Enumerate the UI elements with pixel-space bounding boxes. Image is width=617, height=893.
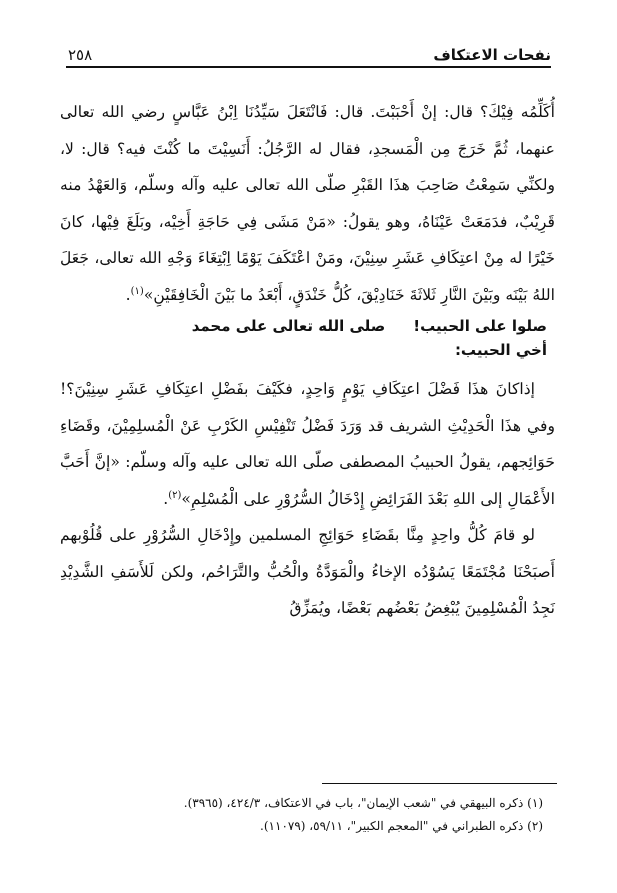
address-heading: أخي الحبيب:: [454, 341, 547, 359]
paragraph-3: لو قامَ كُلُّ واحِدٍ مِنَّا بقَضَاءِ حَوَائِجِ المسلمين وإِدْخَالِ السُّرُوْرِ على قُلُوْبهم أَصبَحْنَا مُجْتَمَعًا يَسُوْدُه الإخاءُ والْمَوَدَّةُ والْحُبُّ والتَّرَاحُم، ولكن لَلأَسَفِ الشَّدِيْدِ نَجِدُ الْمُسْلِمِينَ يُبْغِضُ بَعْضُهم بَعْضًا، ويُمَزِّقُ: [60, 526, 555, 617]
footnote-1: (١) ذكره البيهقي في "شعب الإيمان"، باب في الاعتكاف، ٤٢٤/٣، (٣٩٦٥).: [183, 796, 543, 810]
body-text: [60, 94, 555, 627]
footnote-separator: [322, 783, 557, 784]
paragraph-1: أُكَلِّمُه فِيْكَ؟ قال: إنْ أَحْبَبْتَ. قال: فَانْتَعَلَ سَيِّدُنَا اِبْنُ عَبَّاسٍ رضي الله تعالى عنهما، ثُمَّ خَرَجَ مِن الْمَسجدِ، فقال له الرَّجُلُ: أَنَسِيْتَ ما كُنْتَ فيه؟ قال: لا، ولكنِّي سَمِعْتُ صَاحِبَ هذَا القَبْرِ صلّى الله تعالى عليه وآله وسلّم، وَالعَهْدُ منه قَرِيْبٌ، فدَمَعَتْ عَيْنَاهُ، وهو يقولُ: «مَنْ مَشَى فِي حَاجَةِ أَخِيْه، وبَلَغَ فِيْها، كانَ خَيْرًا له مِنْ اعتِكَافِ عَشَرِ سِنِيْنَ، ومَنْ اعْتَكَفَ يَوْمًا اِبْتِغَاءَ وَجْهِ الله تعالى، جَعَلَ اللهُ بَيْنَه وبَيْنَ النَّارِ ثَلاثَةَ خَنَادِيْقَ، كُلُّ خَنْدَقٍ، أَبْعَدُ ما بَيْنَ الْخَافِقَيْنِ»$^{(١)}$.: [60, 103, 555, 304]
footnotes: [60, 792, 543, 838]
paragraph-2-text: إذاكانَ هذَا فَضْلَ اعتِكَافِ يَوْمٍ وَاحِدٍ، فكَيْفَ بفَضْلِ اعتِكَافِ عَشَرِ سِنِيْنَ؟! وفي هذَا الْحَدِيْثِ الشريف قد وَرَدَ فَضْلُ تَنْفِيْسِ الكَرْبِ عَنْ الْمُسلِمِيْنَ، وقَضَاءِ حَوَائِجهم، يقولُ الحبيبُ المصطفى صلّى الله تعالى عليه وآله وسلّم: «إنَّ أَحَبَّ الأَعْمَالِ إلى اللهِ بَعْدَ الفَرَائِضِ إِدْخَالُ السُّرُوْرِ على الْمُسْلِمِ»: [60, 380, 555, 508]
footnote-ref-1: (١): [130, 285, 144, 297]
paragraph-1-text: أُكَلِّمُه فِيْكَ؟ قال: إنْ أَحْبَبْتَ. قال: فَانْتَعَلَ سَيِّدُنَا اِبْنُ عَبَّاسٍ رضي الله تعالى عنهما، ثُمَّ خَرَجَ مِن الْمَسجدِ، فقال له الرَّجُلُ: أَنَسِيْتَ ما كُنْتَ فيه؟ قال: لا، ولكنِّي سَمِعْتُ صَاحِبَ هذَا القَبْرِ صلّى الله تعالى عليه وآله وسلّم، وَالعَهْدُ منه قَرِيْبٌ، فدَمَعَتْ عَيْنَاهُ، وهو يقولُ: «مَنْ مَشَى فِي حَاجَةِ أَخِيْه، وبَلَغَ فِيْها، كانَ خَيْرًا له مِنْ اعتِكَافِ عَشَرِ سِنِيْنَ، ومَنْ اعْتَكَفَ يَوْمًا اِبْتِغَاءَ وَجْهِ الله تعالى، جَعَلَ اللهُ بَيْنَه وبَيْنَ النَّارِ ثَلاثَةَ خَنَادِيْقَ، كُلُّ خَنْدَقٍ، أَبْعَدُ ما بَيْنَ الْخَافِقَيْنِ»: [60, 103, 555, 304]
salutation-call: صلوا على الحبيب!: [413, 317, 547, 335]
page-header: [68, 36, 551, 64]
salutation-line: [60, 315, 555, 337]
footnote-ref-2: (٢): [168, 489, 182, 501]
page-number: ٢٥٨: [68, 46, 93, 64]
running-title: نفحات الاعتكاف: [433, 46, 551, 64]
header-rule: [66, 66, 551, 68]
salutation-response: صلى الله تعالى على محمد: [191, 317, 386, 335]
footnote-2: (٢) ذكره الطبراني في "المعجم الكبير"، ٥٩/١١، (١١٠٧٩).: [260, 819, 543, 833]
paragraph-2: إذاكانَ هذَا فَضْلَ اعتِكَافِ يَوْمٍ وَاحِدٍ، فكَيْفَ بفَضْلِ اعتِكَافِ عَشَرِ سِنِيْنَ؟! وفي هذَا الْحَدِيْثِ الشريف قد وَرَدَ فَضْلُ تَنْفِيْسِ الكَرْبِ عَنْ الْمُسلِمِيْنَ، وقَضَاءِ حَوَائِجهم، يقولُ الحبيبُ المصطفى صلّى الله تعالى عليه وآله وسلّم: «إنَّ أَحَبَّ الأَعْمَالِ إلى اللهِ بَعْدَ الفَرَائِضِ إِدْخَالُ السُّرُوْرِ على الْمُسْلِمِ»$^{(٢)}$.: [60, 380, 555, 508]
